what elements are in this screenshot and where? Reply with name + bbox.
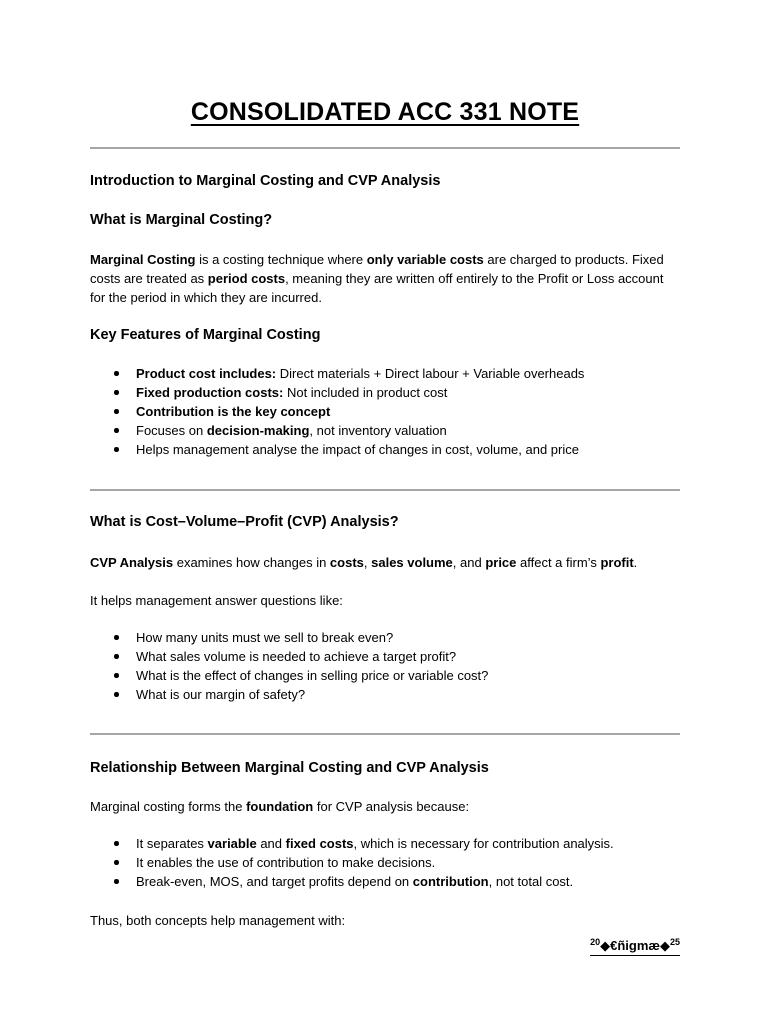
bold-term: Marginal Costing [90,252,196,267]
text-run: Marginal costing forms the [90,799,247,814]
features-list [90,364,680,459]
text-run: , not total cost. [488,874,574,889]
cvp-paragraph [90,553,680,572]
divider [90,489,680,491]
list-item: What is the effect of changes in selling price or variable cost? [90,666,680,685]
bold-term: price [485,555,517,570]
text-run: and [256,836,286,851]
text-run: , [363,555,372,570]
bold-term: profit [600,555,634,570]
bold-term: decision-making [206,423,310,438]
text-run: , and [452,555,486,570]
list-item [90,421,680,440]
list-item [90,440,680,459]
bold-term: Fixed production costs: [136,385,284,400]
text-run: Helps management analyse the impact of changes in cost, volume, and price [136,442,579,457]
bold-term: Product cost includes: [136,366,277,381]
list-item [90,364,680,383]
bold-term: variable [207,836,257,851]
bold-term: period costs [207,271,286,286]
reasons-list [90,834,680,891]
intro-heading: Introduction to Marginal Costing and CVP Analysis [90,173,441,189]
text-run: examines how changes in [173,555,330,570]
list-item: How many units must we sell to break even? [90,628,680,647]
text-run: , not inventory valuation [309,423,447,438]
text-run: , meaning they are written off entirely to the Profit or Loss account for the period in which they are incurred. [90,271,664,305]
cvp-heading: What is Cost–Volume–Profit (CVP) Analysis? [90,514,399,530]
questions-intro: It helps management answer questions like: [90,593,343,608]
closing-line: Thus, both concepts help management with: [90,913,346,928]
list-item [90,383,680,402]
author-signature [590,937,680,956]
marginal-costing-paragraph [90,250,680,307]
footer-text: ◆€ñigmæ◆ [600,938,670,953]
document-title: CONSOLIDATED ACC 331 NOTE [190,98,580,126]
divider [90,147,680,149]
text-run: Not included in product cost [283,385,448,400]
text-run: affect a firm’s [516,555,601,570]
bold-term: Contribution is the key concept [136,404,331,419]
list-item [90,853,680,872]
footer-sup-right: 25 [669,937,680,947]
text-run: , which is necessary for contribution analysis. [353,836,614,851]
list-item [90,872,680,891]
marginal-costing-heading: What is Marginal Costing? [90,212,273,228]
text-run: is a costing technique where [195,252,367,267]
bold-term: only variable costs [366,252,484,267]
text-run: It separates [136,836,208,851]
text-run: It enables the use of contribution to make decisions. [136,855,436,870]
bold-term: sales volume [371,555,453,570]
list-item: What is our margin of safety? [90,685,680,704]
relationship-paragraph [90,797,680,816]
text-run: are charged to products. Fixed costs are treated as [90,252,664,286]
divider [90,733,680,735]
questions-list [90,628,680,704]
text-run: Focuses on [136,423,207,438]
footer-sup-left: 20 [590,937,601,947]
bold-term: foundation [246,799,314,814]
text-run: Direct materials + Direct labour + Variable overheads [276,366,585,381]
key-features-heading: Key Features of Marginal Costing [90,327,321,343]
bold-term: CVP Analysis [90,555,174,570]
list-item [90,402,680,421]
relationship-heading: Relationship Between Marginal Costing and CVP Analysis [90,760,489,776]
bold-term: costs [329,555,364,570]
list-item [90,834,680,853]
text-run: . [633,555,638,570]
bold-term: fixed costs [285,836,354,851]
text-run: for CVP analysis because: [313,799,470,814]
bold-term: contribution [412,874,489,889]
list-item: What sales volume is needed to achieve a target profit? [90,647,680,666]
text-run: Break-even, MOS, and target profits depend on [136,874,413,889]
